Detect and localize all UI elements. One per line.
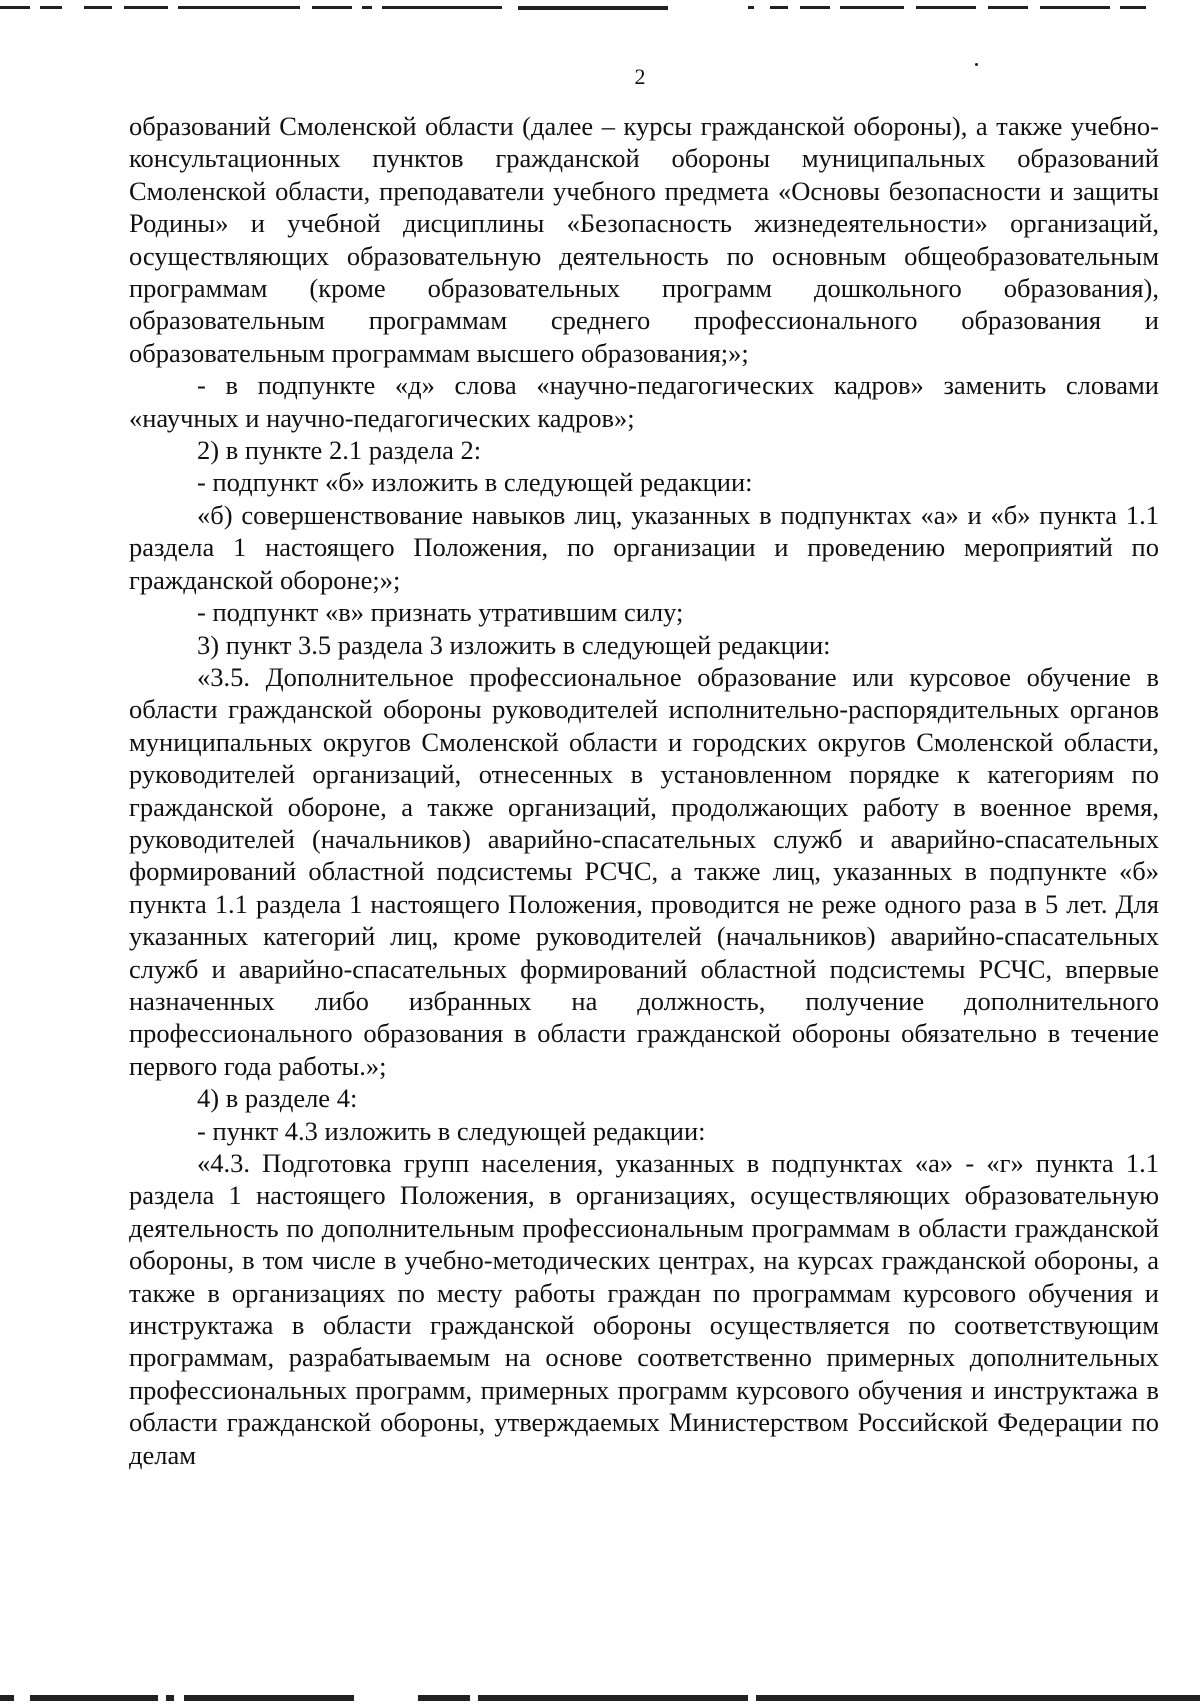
paragraph: - в подпункте «д» слова «научно-педагогических кадров» заменить словами «научных и научно-педагогических кадров»; (129, 370, 1159, 433)
paragraph: - пункт 4.3 изложить в следующей редакции: (197, 1115, 706, 1146)
document-body (129, 110, 1159, 1471)
paragraph: «б) совершенствование навыков лиц, указанных в подпунктах «а» и «б» пункта 1.1 раздела 1 настоящего Положения, по организации и проведению мероприятий по гражданской обороне;»; (129, 499, 1159, 595)
paragraph: 4) в разделе 4: (197, 1083, 358, 1114)
paragraph: 3) пункт 3.5 раздела 3 изложить в следующей редакции: (197, 629, 831, 660)
paragraph: образований Смоленской области (далее – курсы гражданской обороны), а также учебно-консультационных пунктов гражданской обороны муниципальных образований Смоленской области, преподаватели учебного предмета «Основы безопасности и защиты Родины» и учебной дисциплины «Безопасность жизнедеятельности» организаций, осуществляющих образовательную деятельность по основным общеобразовательным программам (кроме образовательных программ дошкольного образования), образовательным программам среднего профессионального образования и образовательным программам высшего образования;»; (129, 111, 1159, 368)
paragraph: «3.5. Дополнительное профессиональное образование или курсовое обучение в области гражданской обороны руководителей исполнительно-распорядительных органов муниципальных округов Смоленской области и городских округов Смоленской области, руководителей организаций, отнесенных в установленном порядке к категориям по гражданской обороне, а также организаций, продолжающих работу в военное время, руководителей (начальников) аварийно-спасательных служб и аварийно-спасательных формирований областной подсистемы РСЧС, а также лиц, указанных в подпункте «б» пункта 1.1 раздела 1 настоящего Положения, проводится не реже одного раза в 5 лет. Для указанных категорий лиц, кроме руководителей (начальников) аварийно-спасательных служб и аварийно-спасательных формирований областной подсистемы РСЧС, впервые назначенных либо избранных на должность, получение дополнительного профессионального образования в области гражданской обороны обязательно в течение первого года работы.»; (129, 661, 1159, 1081)
scan-speck (975, 63, 978, 66)
page-number: 2 (634, 64, 646, 89)
scan-edge-top (0, 6, 1200, 9)
paragraph: 2) в пункте 2.1 раздела 2: (197, 435, 482, 466)
scan-edge-bottom (0, 1695, 1200, 1701)
paragraph: - подпункт «б» изложить в следующей редакции: (197, 467, 753, 498)
paragraph: «4.3. Подготовка групп населения, указанных в подпунктах «а» - «г» пункта 1.1 раздела 1 настоящего Положения, в организациях, осуществляющих образовательную деятельность по дополнительным профессиональным программам в области гражданской обороны, в том числе в учебно-методических центрах, на курсах гражданской обороны, а также в организациях по месту работы граждан по программам курсового обучения и инструктажа в области гражданской обороны осуществляется по соответствующим программам, разрабатываемым на основе соответственно примерных дополнительных профессиональных программ, примерных программ курсового обучения и инструктажа в области гражданской обороны, утверждаемых Министерством Российской Федерации по делам (129, 1148, 1159, 1470)
paragraph: - подпункт «в» признать утратившим силу; (197, 597, 684, 628)
